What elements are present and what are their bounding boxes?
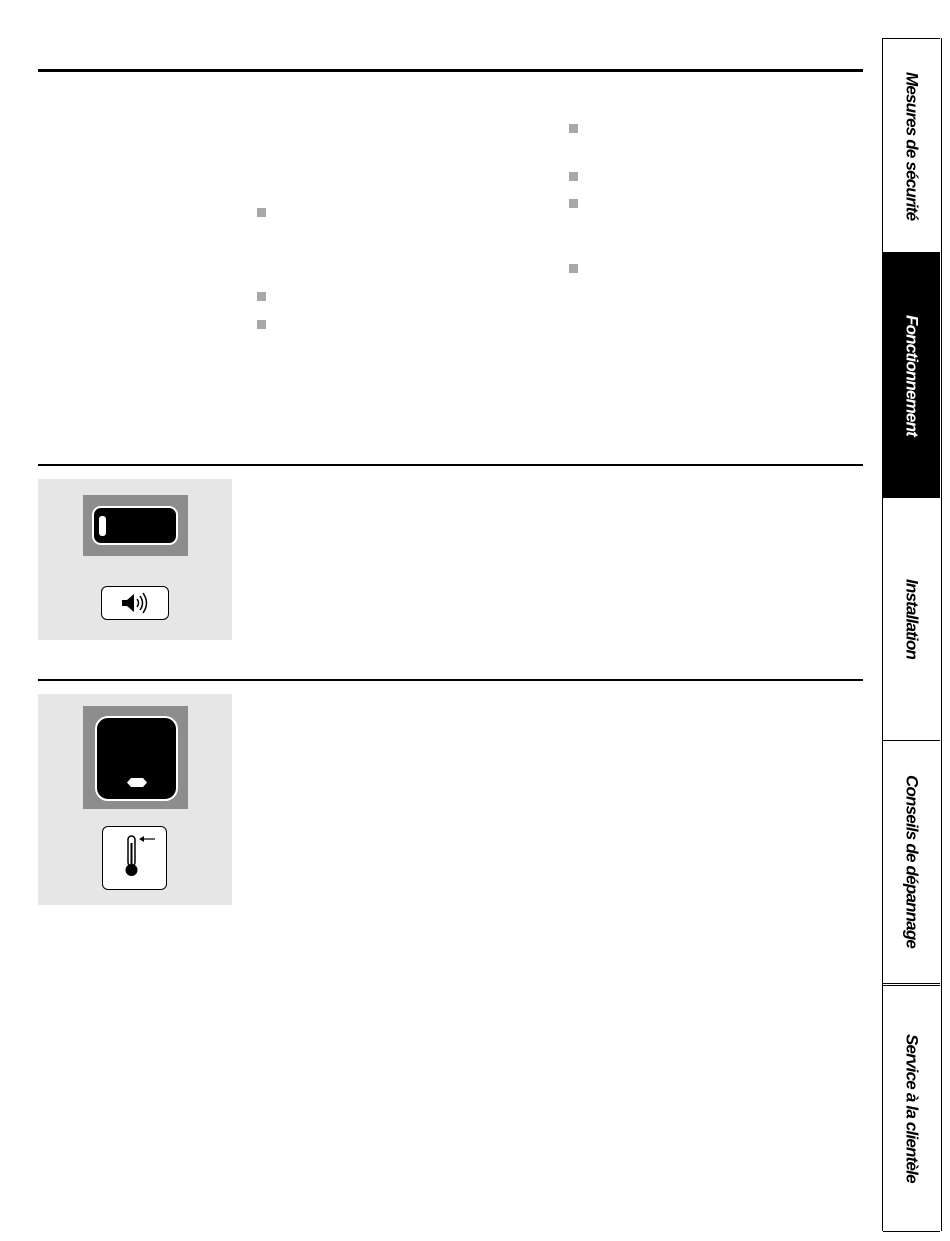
tab-installation[interactable] (883, 497, 940, 742)
section-rule-bottom (38, 679, 863, 681)
tab-label: Mesures de sécurité (902, 71, 922, 221)
temperature-button[interactable] (102, 826, 167, 890)
temperature-display (83, 706, 188, 809)
display-segment (127, 778, 147, 787)
display-screen (92, 506, 178, 545)
tab-mesures-de-securite[interactable] (883, 38, 940, 254)
section-rule-middle (38, 464, 863, 466)
list-bullet (257, 292, 266, 301)
side-tabs (882, 38, 942, 1231)
speaker-icon (118, 591, 152, 615)
tab-conseils-de-depannage[interactable] (883, 740, 940, 984)
tab-fonctionnement[interactable] (883, 252, 940, 499)
display-screen (95, 716, 178, 801)
tab-label: Installation (902, 579, 922, 660)
list-bullet (569, 172, 578, 181)
alarm-display (83, 495, 188, 556)
sound-button[interactable] (101, 586, 169, 620)
list-bullet (569, 124, 578, 133)
tab-label: Conseils de dépannage (902, 775, 922, 949)
tab-service-a-la-clientele[interactable] (883, 985, 940, 1232)
thermometer-icon (103, 827, 165, 888)
tab-label: Service à la clientèle (902, 1034, 922, 1183)
section-rule-top (38, 69, 863, 72)
list-bullet (257, 320, 266, 329)
list-bullet (257, 208, 266, 217)
display-segment (99, 516, 106, 536)
tab-label: Fonctionnement (902, 314, 922, 436)
list-bullet (569, 264, 578, 273)
list-bullet (569, 199, 578, 208)
